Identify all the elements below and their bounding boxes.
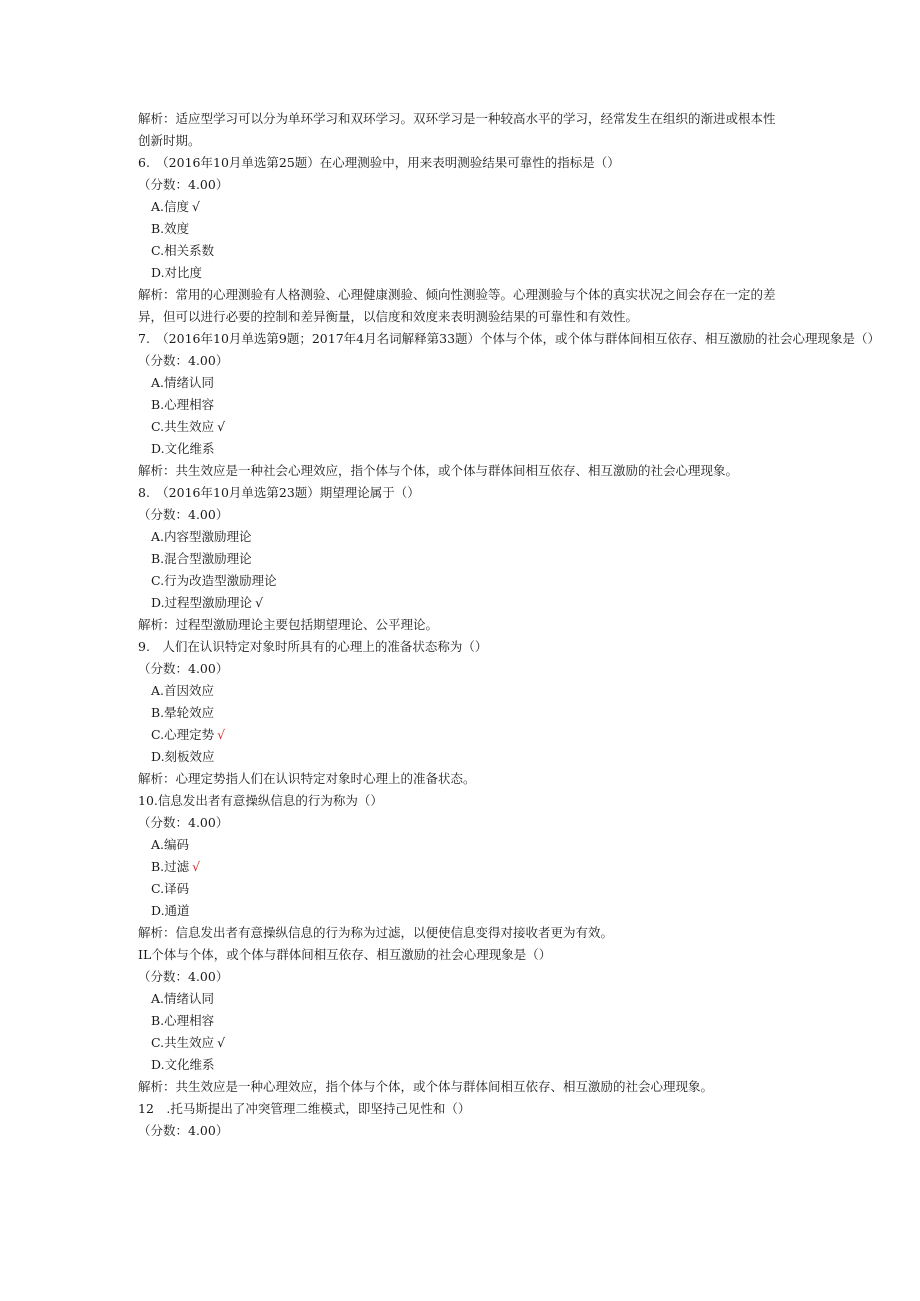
- answer-option-label: B.晕轮效应: [151, 705, 215, 720]
- analysis-text: [138, 614, 786, 636]
- analysis-text-label: 解析：共生效应是一种心理效应，指个体与个体，或个体与群体间相互依存、相互激励的社会心理现象。: [138, 1079, 714, 1094]
- correct-answer-check-icon: √: [217, 1035, 226, 1050]
- answer-option-label: C.共生效应: [151, 1035, 215, 1050]
- question-stem-label: 6. （2016年10月单选第25题）在心理测验中，用来表明测验结果可靠性的指标是（）: [138, 155, 620, 170]
- question-stem: [138, 482, 786, 504]
- answer-option-label: C.共生效应: [151, 419, 215, 434]
- question-stem-label: 8. （2016年10月单选第23题）期望理论属于（）: [138, 485, 420, 500]
- question-stem: [138, 328, 881, 350]
- answer-option-label: B.效度: [151, 221, 190, 236]
- score-label: [138, 1120, 786, 1142]
- answer-option-label: C.心理定势: [151, 727, 215, 742]
- score-label: [138, 812, 786, 834]
- analysis-text: [138, 922, 786, 944]
- score-label: [138, 174, 786, 196]
- answer-option: [138, 680, 786, 702]
- analysis-text: [138, 284, 786, 328]
- answer-option: [138, 592, 786, 614]
- answer-option: [138, 438, 786, 460]
- answer-option: [138, 988, 786, 1010]
- question-stem-label: IL个体与个体，或个体与群体间相互依存、相互激励的社会心理现象是（）: [138, 947, 552, 962]
- answer-option-label: B.心理相容: [151, 397, 215, 412]
- answer-option-label: A.编码: [151, 837, 190, 852]
- answer-option: [138, 372, 786, 394]
- analysis-text-label: 解析：心理定势指人们在认识特定对象时心理上的准备状态。: [138, 771, 476, 786]
- analysis-text-label: 解析：共生效应是一种社会心理效应，指个体与个体，或个体与群体间相互依存、相互激励的社会心理现象。: [138, 463, 739, 478]
- score-label: [138, 350, 786, 372]
- answer-option-label: C.行为改造型激励理论: [151, 573, 277, 588]
- score-label-label: （分数：4.00）: [138, 815, 229, 830]
- answer-option: [138, 548, 786, 570]
- answer-option: [138, 570, 786, 592]
- correct-answer-check-icon: √: [192, 199, 200, 214]
- answer-option: [138, 394, 786, 416]
- question-stem-label: 9. 人们在认识特定对象时所具有的心理上的准备状态称为（）: [138, 639, 488, 654]
- correct-answer-check-icon: √: [217, 419, 226, 434]
- answer-option-label: C.译码: [151, 881, 190, 896]
- answer-option-label: D.文化维系: [151, 1057, 215, 1072]
- answer-option: [138, 724, 786, 746]
- answer-option: [138, 702, 786, 724]
- analysis-text: [138, 460, 786, 482]
- question-stem-label: 10.信息发出者有意操纵信息的行为称为（）: [138, 793, 383, 808]
- answer-option-label: B.过滤: [151, 859, 190, 874]
- correct-answer-check-icon: √: [255, 595, 264, 610]
- question-stem: [138, 944, 786, 966]
- score-label-label: （分数：4.00）: [138, 661, 229, 676]
- answer-option: [138, 526, 786, 548]
- answer-option-label: D.过程型激励理论: [151, 595, 253, 610]
- correct-answer-check-icon: √: [217, 727, 226, 742]
- score-label-label: （分数：4.00）: [138, 1123, 229, 1138]
- answer-option-label: A.情绪认同: [151, 991, 215, 1006]
- analysis-text: [138, 768, 786, 790]
- answer-option: [138, 856, 786, 878]
- question-stem-label: 7. （2016年10月单选第9题；2017年4月名词解释第33题）个体与个体，或个体与群体间相互依存、相互激励的社会心理现象是（）: [138, 331, 881, 346]
- question-stem-label: 12 .托马斯提出了冲突管理二维模式，即坚持己见性和（）: [138, 1101, 471, 1116]
- question-stem: [138, 636, 786, 658]
- analysis-text-label: 解析：适应型学习可以分为单环学习和双环学习。双环学习是一种较高水平的学习，经常发生在组织的渐进或根本性创新时期。: [138, 111, 776, 148]
- score-label-label: （分数：4.00）: [138, 353, 229, 368]
- answer-option-label: A.情绪认同: [151, 375, 215, 390]
- score-label: [138, 966, 786, 988]
- score-label-label: （分数：4.00）: [138, 177, 229, 192]
- answer-option: [138, 240, 786, 262]
- score-label: [138, 658, 786, 680]
- analysis-text-label: 解析：信息发出者有意操纵信息的行为称为过滤，以便使信息变得对接收者更为有效。: [138, 925, 614, 940]
- answer-option: [138, 262, 786, 284]
- exam-document: [138, 108, 881, 1142]
- answer-option-label: D.通道: [151, 903, 190, 918]
- analysis-text-label: 解析：过程型激励理论主要包括期望理论、公平理论。: [138, 617, 439, 632]
- answer-option-label: A.信度: [151, 199, 190, 214]
- answer-option-label: C.相关系数: [151, 243, 215, 258]
- score-label-label: （分数：4.00）: [138, 507, 229, 522]
- answer-option: [138, 878, 786, 900]
- answer-option: [138, 900, 786, 922]
- answer-option-label: B.混合型激励理论: [151, 551, 252, 566]
- answer-option-label: D.文化维系: [151, 441, 215, 456]
- analysis-text: [138, 108, 786, 152]
- analysis-text-label: 解析：常用的心理测验有人格测验、心理健康测验、倾向性测验等。心理测验与个体的真实状况之间会存在一定的差异，但可以进行必要的控制和差异衡量，以信度和效度来表明测验结果的可靠性和有效性。: [138, 287, 776, 324]
- answer-option-label: D.刻板效应: [151, 749, 215, 764]
- answer-option-label: A.首因效应: [151, 683, 215, 698]
- answer-option: [138, 1054, 786, 1076]
- score-label-label: （分数：4.00）: [138, 969, 229, 984]
- answer-option-label: A.内容型激励理论: [151, 529, 252, 544]
- answer-option-label: B.心理相容: [151, 1013, 215, 1028]
- correct-answer-check-icon: √: [192, 859, 201, 874]
- score-label: [138, 504, 786, 526]
- answer-option: [138, 1032, 786, 1054]
- answer-option-label: D.对比度: [151, 265, 203, 280]
- answer-option: [138, 416, 786, 438]
- question-stem: [138, 1098, 786, 1120]
- analysis-text: [138, 1076, 786, 1098]
- answer-option: [138, 196, 786, 218]
- answer-option: [138, 218, 786, 240]
- answer-option: [138, 1010, 786, 1032]
- question-stem: [138, 790, 786, 812]
- answer-option: [138, 746, 786, 768]
- question-stem: [138, 152, 786, 174]
- answer-option: [138, 834, 786, 856]
